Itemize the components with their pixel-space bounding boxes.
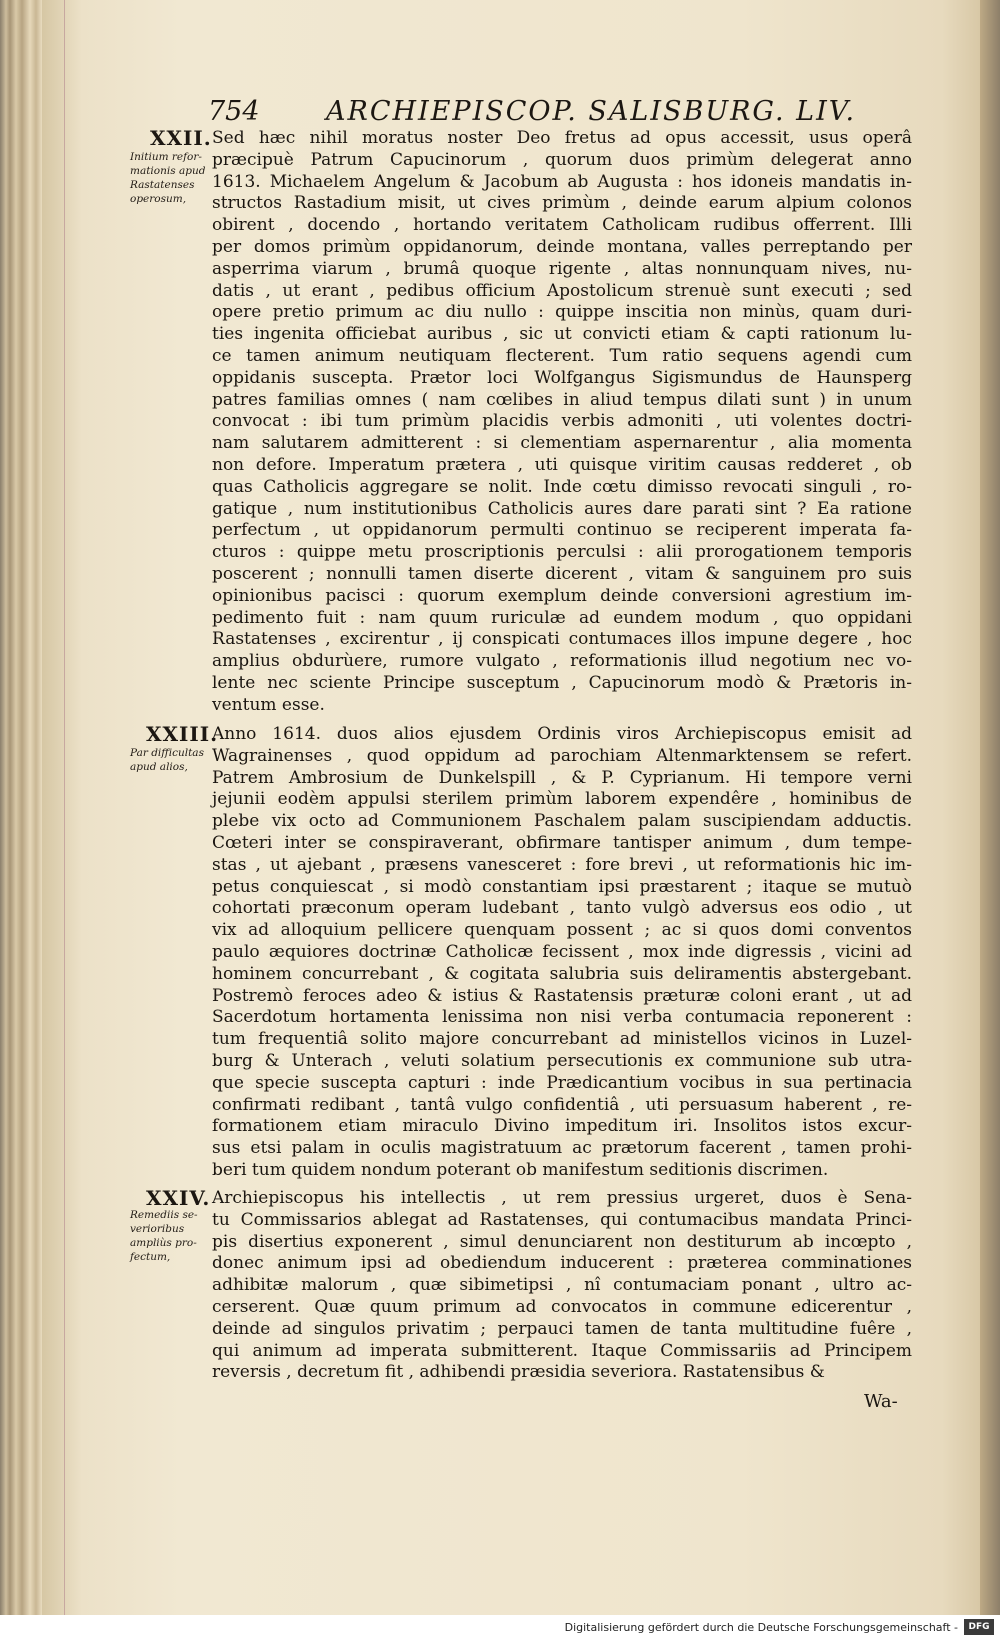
text-line: lente nec sciente Principe susceptum , Capucinorum modò & Prætoris in- (212, 672, 912, 693)
text-line: vix ad alloquium pellicere quenquam possent ; ac si quos domi conventos (212, 920, 912, 941)
page-right-edge (980, 0, 1000, 1615)
dfg-logo: DFG (964, 1619, 994, 1635)
text-line: Postremò feroces adeo & istius & Rastatensis præturæ coloni erant , ut ad (212, 985, 912, 1006)
margin-note-line: ampliùs pro- (130, 1237, 197, 1249)
text-line: jejunii eodèm appulsi sterilem primùm laborem expendêre , hominibus de (212, 789, 912, 810)
text-line: opinionibus pacisci : quorum exemplum deinde conversioni agrestium im- (212, 585, 912, 606)
text-line: poscerent ; nonnulli tamen diserte dicerent , vitam & sanguinem pro suis (212, 563, 912, 584)
text-line: Sacerdotum hortamenta lenissima non nisi verba contumacia reponerent : (212, 1007, 912, 1028)
text-line: per domos primùm oppidanorum, deinde montana, valles perreptando per (212, 236, 912, 257)
text-line: deinde ad singulos privatim ; perpauci tamen de tanta multitudine fuêre , (212, 1318, 912, 1339)
text-line: 1613. Michaelem Angelum & Jacobum ab Augusta : hos idoneis mandatis in- (212, 171, 912, 192)
text-line: tu Commissarios ablegat ad Rastatenses, qui contumacibus mandata Princi- (212, 1209, 912, 1230)
text-line: sus etsi palam in oculis magistratuum ac prætorum facerent , tamen prohi- (212, 1138, 912, 1159)
margin-note-xxii (130, 150, 214, 206)
text-line: hominem concurrebant , & cogitata salubria suis deliramentis abstergebant. (212, 963, 912, 984)
text-line: structos Rastadium misit, ut cives primùm , deinde earum alpium colonos (212, 193, 912, 214)
text-line: qui animum ad imperata submitterent. Itaque Commissariis ad Principem (212, 1340, 912, 1361)
text-line: Sed hæc nihil moratus noster Deo fretus ad opus accessit, usus operâ (212, 128, 912, 148)
text-line: adhibitæ malorum , quæ sibimetipsi , nî contumaciam ponant , ultro ac- (212, 1275, 912, 1296)
footer-bar (0, 1615, 1000, 1641)
text-line: non defore. Imperatum prætera , uti quisque viritim causas redderet , ob (212, 454, 912, 475)
margin-note-line: Par difficultas (130, 747, 204, 759)
text-line: donec animum ipsi ad obediendum inducerent : præterea comminationes (212, 1253, 912, 1274)
margin-note-line: Remediis se- (130, 1209, 198, 1221)
text-line: datis , ut erant , pedibus officium Apostolicum strenuè sunt executi ; sed (212, 280, 912, 301)
text-line: gatique , num institutionibus Catholicis aures dare parati sint ? Ea ratione (212, 498, 912, 519)
margin-rule (64, 0, 65, 1615)
section-body-xxiii (212, 724, 912, 1182)
text-line: cturos : quippe metu proscriptionis perculsi : alii prorogationem temporis (212, 542, 912, 563)
page-header (42, 96, 980, 130)
text-line: cohortati præconum operam ludebant , tanto vulgò adversus eos odio , ut (212, 898, 912, 919)
text-line: ventum esse. (212, 694, 325, 715)
margin-note-line: Initium refor- (130, 151, 202, 163)
text-line: reversis , decretum fit , adhibendi præsidia severiora. Rastatensibus & (212, 1362, 825, 1383)
text-line: nam salutarem admitterent : si clementiam aspernarentur , alia momenta (212, 433, 912, 454)
text-line: præcipuè Patrum Capucinorum , quorum duos primùm delegerat anno (212, 149, 912, 170)
text-line: obirent , docendo , hortando veritatem Catholicam rudibus offerrent. Illi (212, 215, 912, 236)
margin-note-line: fectum, (130, 1251, 171, 1263)
text-line: plebe vix octo ad Communionem Paschalem palam suscipiendam adductis. (212, 811, 912, 832)
text-line: opere pretio primum ac diu nullo : quippe inscitia non minùs, quam duri- (212, 302, 912, 323)
text-line: stas , ut ajebant , præsens vanesceret : fore brevi , ut reformationis hic im- (212, 854, 912, 875)
margin-note-line: verioribus (130, 1223, 185, 1235)
section-number-xxiii: XXIII. (146, 722, 219, 746)
text-line: tum frequentiâ solito majore concurrebant ad ministellos vicinos in Luzel- (212, 1029, 912, 1050)
text-line: beri tum quidem nondum poterant ob manifestum seditionis discrimen. (212, 1159, 829, 1180)
book-page (42, 0, 980, 1615)
margin-note-line: Rastatenses (130, 179, 195, 191)
page-number: 754 (208, 96, 260, 127)
section-number-xxii: XXII. (150, 126, 212, 150)
book-spine-edge (0, 0, 42, 1641)
text-line: convocat : ibi tum primùm placidis verbis admoniti , uti volentes doctri- (212, 411, 912, 432)
text-line: perfectum , ut oppidanorum permulti continuo se reciperent imperata fa- (212, 520, 912, 541)
text-line: amplius obdurùere, rumore vulgato , reformationis illud negotium nec vo- (212, 651, 912, 672)
section-body-xxiv (212, 1188, 912, 1384)
text-line: que specie suscepta capturi : inde Prædicantium vocibus in sua pertinacia (212, 1072, 912, 1093)
text-line: ce tamen animum neutiquam flecterent. Tum ratio sequens agendi cum (212, 345, 912, 366)
text-line: Cœteri inter se conspiraverant, obfirmare tantisper animum , dum tempe- (212, 832, 912, 853)
margin-note-xxiv (130, 1208, 214, 1264)
text-line: asperrima viarum , brumâ quoque rigente , altas nonnunquam nives, nu- (212, 258, 912, 279)
running-title: ARCHIEPISCOP. SALISBURG. LIV. (326, 96, 857, 127)
text-line: formationem etiam miraculo Divino impeditum iri. Insolitos istos excur- (212, 1116, 912, 1137)
text-line: Archiepiscopus his intellectis , ut rem pressius urgeret, duos è Sena- (212, 1188, 912, 1208)
text-line: Wagrainenses , quod oppidum ad parochiam Altenmarktensem se refert. (212, 745, 912, 766)
text-line: cerserent. Quæ quum primum ad convocatos in commune edicerentur , (212, 1296, 912, 1317)
margin-note-xxiii (130, 746, 214, 774)
catchword: Wa- (864, 1391, 898, 1412)
text-line: Patrem Ambrosium de Dunkelspill , & P. Cyprianum. Hi tempore verni (212, 767, 912, 788)
text-line: quas Catholicis aggregare se nolit. Inde cœtu dimisso revocati singuli , ro- (212, 476, 912, 497)
funding-credit: Digitalisierung gefördert durch die Deutsche Forschungsgemeinschaft - (564, 1621, 958, 1634)
margin-note-line: operosum, (130, 193, 187, 205)
text-line: pedimento fuit : nam quum ruriculæ ad eundem modum , quo oppidani (212, 607, 912, 628)
text-line: burg & Unterach , veluti solatium persecutionis ex communione sub utra- (212, 1050, 912, 1071)
text-line: Rastatenses , excirentur , ij conspicati contumaces illos impune degere , hoc (212, 629, 912, 650)
section-number-xxiv: XXIV. (146, 1186, 211, 1210)
text-line: oppidanis suscepta. Prætor loci Wolfgangus Sigismundus de Haunsperg (212, 367, 912, 388)
text-line: pis disertius exponerent , simul denunciarent non destiturum ab incœpto , (212, 1231, 912, 1252)
text-line: patres familias omnes ( nam cœlibes in aliud tempus dilati sunt ) in unum (212, 389, 912, 410)
margin-note-line: apud alios, (130, 761, 188, 773)
text-line: paulo æquiores doctrinæ Catholicæ fecissent , mox inde digressis , vicini ad (212, 941, 912, 962)
text-line: Anno 1614. duos alios ejusdem Ordinis viros Archiepiscopus emisit ad (212, 724, 912, 744)
section-body-xxii (212, 128, 912, 717)
text-line: ties ingenita officiebat auribus , sic ut convicti etiam & capti rationum lu- (212, 324, 912, 345)
text-line: petus conquiescat , si modò constantiam ipsi præstarent ; itaque se mutuò (212, 876, 912, 897)
text-line: confirmati redibant , tantâ vulgo confidentiâ , uti persuasum haberent , re- (212, 1094, 912, 1115)
margin-note-line: mationis apud (130, 165, 206, 177)
